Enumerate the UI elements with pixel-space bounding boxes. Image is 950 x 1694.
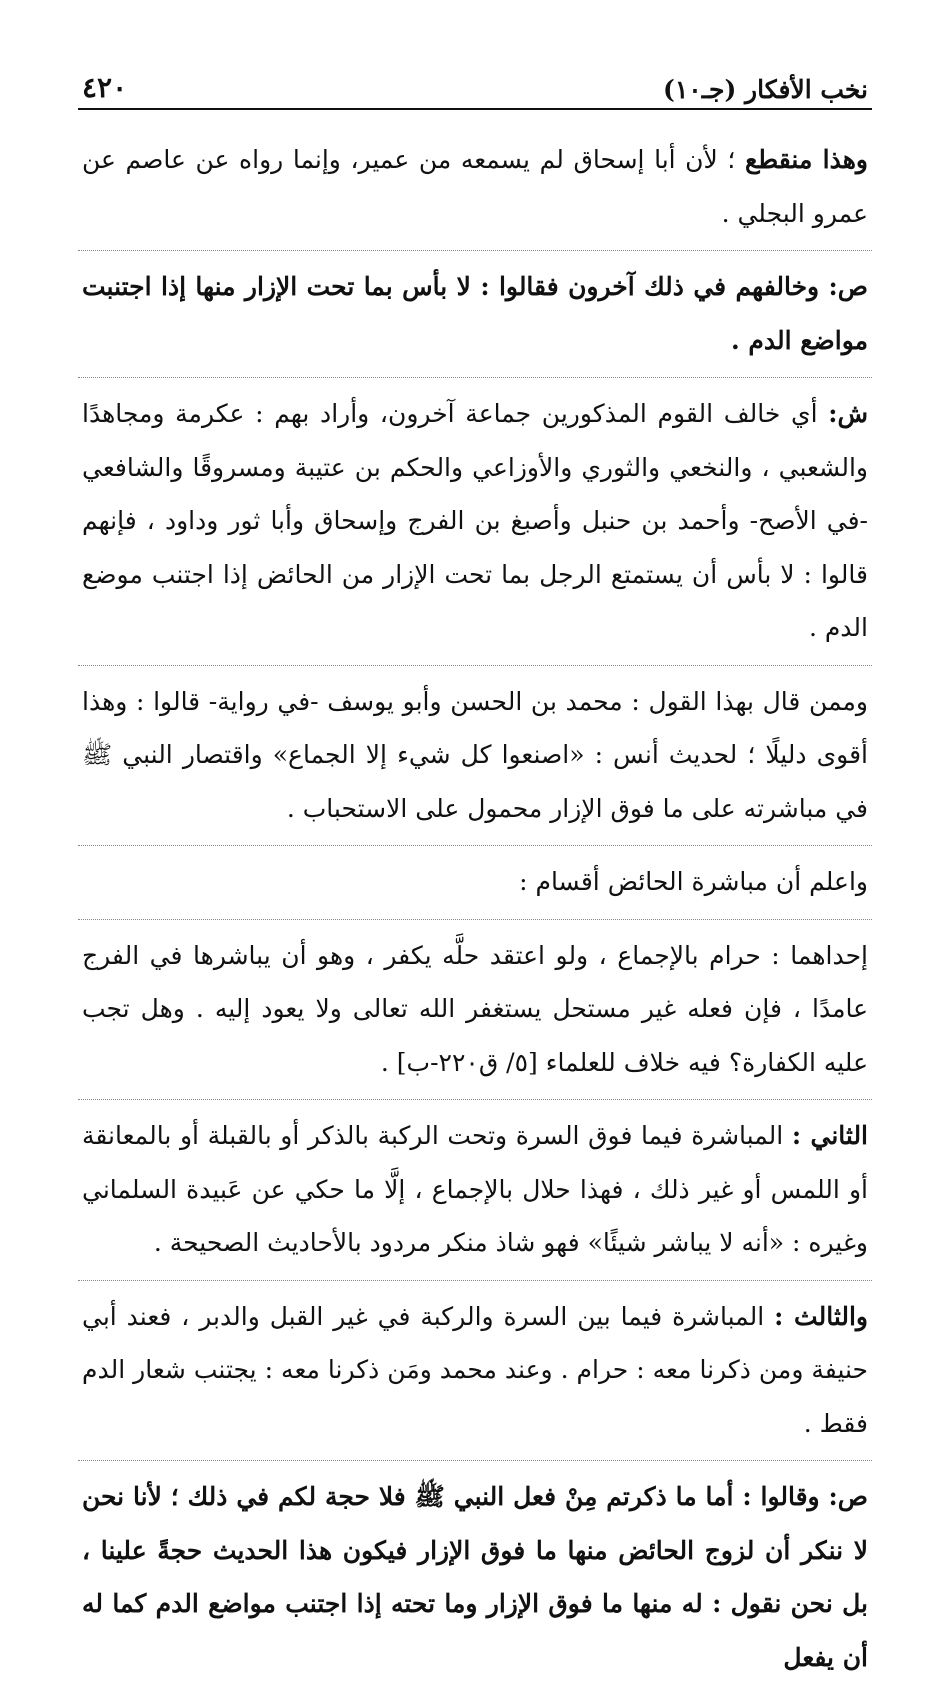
paragraph-text: وخالفهم في ذلك آخرون فقالوا : لا بأس بما تحت الإزار منها إذا اجتنبت مواضع الدم . (82, 272, 868, 355)
paragraph-1 (78, 124, 872, 251)
paragraph-2 (78, 251, 872, 378)
paragraph-3 (78, 378, 872, 666)
text-marker: ص: (828, 1482, 868, 1511)
paragraph-6 (78, 920, 872, 1101)
paragraph-5 (78, 846, 872, 920)
text-marker: ص: (828, 272, 868, 301)
paragraph-7 (78, 1100, 872, 1281)
paragraph-4 (78, 666, 872, 847)
paragraph-text: المباشرة فيما فوق السرة وتحت الركبة بالذكر أو بالقبلة أو بالمعانقة أو اللمس أو غير ذلك ، فهذا حلال بالإجماع ، إلَّا ما حكي عن عَبيدة السلماني وغيره : «أنه لا يباشر شيئًا» فهو شاذ منكر مردود بالأحاديث الصحيحة . (82, 1121, 868, 1257)
page-body (78, 110, 872, 1694)
paragraph-text: وممن قال بهذا القول : محمد بن الحسن وأبو يوسف -في رواية- قالوا : وهذا أقوى دليلًا ؛ لحديث أنس : «اصنعوا كل شيء إلا الجماع» واقتصار النبي ﷺ في مباشرته على ما فوق الإزار محمول على الاستحباب . (82, 686, 868, 823)
book-page (78, 52, 872, 1672)
running-title: نخب الأفكار (جـ١٠) (662, 75, 868, 104)
paragraph-text: واعلم أن مباشرة الحائض أقسام : (519, 867, 868, 896)
page-header (78, 52, 872, 110)
commentary-marker: ش: (828, 399, 868, 428)
paragraph-9 (78, 1461, 872, 1694)
paragraph-text: وقالوا : أما ما ذكرتم مِنْ فعل النبي ﷺ فلا حجة لكم في ذلك ؛ لأنا نحن لا ننكر أن لزوج الحائض منها ما فوق الإزار فيكون هذا الحديث حجةً علينا ، بل نحن نقول : له منها ما فوق الإزار وما تحته إذا اجتنب مواضع الدم كما له أن يفعل (82, 1482, 868, 1672)
paragraph-lead: والثالث : (774, 1301, 868, 1331)
page-number: ٤٢٠ (82, 71, 128, 104)
paragraph-text: ؛ لأن أبا إسحاق لم يسمعه من عمير، وإنما رواه عن عاصم عن عمرو البجلي . (82, 145, 868, 228)
paragraph-text: المباشرة فيما بين السرة والركبة في غير القبل والدبر ، فعند أبي حنيفة ومن ذكرنا معه : حرام . وعند محمد ومَن ذكرنا معه : يجتنب شعار الدم فقط . (82, 1301, 868, 1438)
paragraph-lead: وهذا منقطع (744, 145, 869, 174)
paragraph-8 (78, 1281, 872, 1462)
paragraph-text: أي خالف القوم المذكورين جماعة آخرون، وأراد بهم : عكرمة ومجاهدًا والشعبي ، والنخعي والثوري والأوزاعي والحكم بن عتيبة ومسروقًا والشافعي -في الأصح- وأحمد بن حنبل وأصبغ بن الفرج وإسحاق وأبا ثور وداود ، فإنهم قالوا : لا بأس أن يستمتع الرجل بما تحت الإزار من الحائض إذا اجتنب موضع الدم . (82, 399, 868, 642)
paragraph-lead: الثاني : (791, 1121, 869, 1150)
paragraph-text: إحداهما : حرام بالإجماع ، ولو اعتقد حلَّه يكفر ، وهو أن يباشرها في الفرج عامدًا ، فإن فعله غير مستحل يستغفر الله تعالى ولا يعود إليه . وهل تجب عليه الكفارة؟ فيه خلاف للعلماء [٥/ ق٢٢٠-ب] . (82, 940, 868, 1077)
